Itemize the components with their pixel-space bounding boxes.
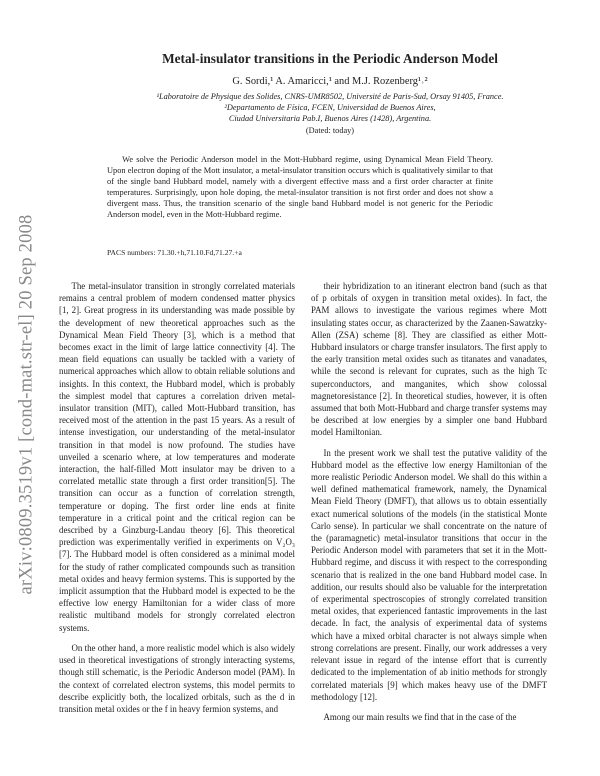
left-column — [59, 280, 295, 723]
arxiv-identifier — [10, 172, 44, 637]
affiliations — [60, 92, 600, 124]
affiliation-3: Ciudad Universitaria Pab.I, Buenos Aires (1428), Argentina. — [228, 113, 432, 123]
paper-title: Metal-insulator transitions in the Periodic Anderson Model — [162, 51, 498, 66]
affiliation-2: ²Departamento de Física, FCEN, Universidad de Buenos Aires, — [224, 102, 436, 112]
paragraph: Among our main results we find that in the case of the — [323, 711, 517, 722]
paragraph: In the present work we shall test the putative validity of the Hubbard model as the effective low energy Hamiltonian of the more realistic Periodic Anderson model. We shall do this within a well defined mathematical framework, namely, the Dynamical Mean Field Theory (DMFT), that allows us to obtain essentially exact numerical solutions of the models (in the statistical Monte Carlo sense). In particular we shall concentrate on the nature of the (paramagnetic) metal-insulator transitions that occur in the Periodic Anderson model with parameters that set it in the Mott-Hubbard regime, and discuss it with respect to the corresponding scenario that is realized in the one band Hubbard model case. In addition, our results should also be valuable for the interpretation of experimental spectroscopies of strongly correlated transition metal oxides, that experienced fantastic improvements in the last decade. In fact, the analysis of experimental data of systems which have a mixed orbital character is not always simple when strong correlations are present. Finally, our work addresses a very relevant issue in regard of the intense effort that is currently dedicated to the implementation of ab initio methods for strongly correlated materials [9] which makes heavy use of the DMFT methodology [12]. — [311, 447, 547, 702]
paragraph: On the other hand, a more realistic model which is also widely used in theoretical investigations of strongly interacting systems, though still schematic, is the Periodic Anderson model (PAM). In the context of correlated electron systems, this model permits to describe explicitly both, the localized orbitals, such as the d in transition metal oxides or the f in heavy fermion systems, and — [59, 642, 295, 714]
paragraph: The metal-insulator transition in strongly correlated materials remains a central problem of modern condensed matter physics [1, 2]. Great progress in its understanding was made possible by the development of new theoretical approaches such as the Dynamical Mean Field Theory [3], which is a method that becomes exact in the limit of large lattice connectivity [4]. The mean field equations can usually be tackled with a variety of numerical approaches which allow to obtain reliable solutions and insights. In this context, the Hubbard model, which is probably the simplest model that captures a correlation driven metal-insulator transition (MIT), called Mott-Hubbard transition, has received most of the attention in the past 15 years. As a result of intense investigation, our understanding of the metal-insulator transition in that model is now profound. The studies have unveiled a scenario where, at low temperatures and moderate interaction, the half-filled Mott insulator may be driven to a correlated metallic state through a first order transition[5]. The transition can occur as a function of correlation strength, temperature or doping. The first order line ends at finite temperature in a critical point and the critical region can be described by a Ginzburg-Landau theory [6]. This theoretical prediction was experimentally verified in experiments on V₂O₃ [7]. The Hubbard model is often considered as a minimal model for the study of rather complicated compounds such as transition metal oxides and heavy fermion systems. This is supported by the implicit assumption that the Hubbard model is expected to be the effective low energy Hamiltonian for a wider class of more realistic multiband models for strongly correlated electron systems. — [59, 281, 295, 633]
author-list: G. Sordi,¹ A. Amaricci,¹ and M.J. Rozenberg¹˒² — [232, 76, 428, 87]
arxiv-id-text: arXiv:0809.3519v1 [cond-mat.str-el] 20 Sep 2008 — [16, 214, 37, 595]
date-line: (Dated: today) — [305, 126, 355, 135]
paragraph: their hybridization to an itinerant electron band (such as that of p orbitals of oxygen in transition metal oxides). In fact, the PAM allows to investigate the various regimes where Mott insulating states occur, as characterized by the Zaanen-Sawatzky-Allen (ZSA) scheme [8]. They are classified as either Mott-Hubbard insulators or charge transfer insulators. The first apply to the early transition metal oxides such as titanates and vanadates, while the second is relevant for cuprates, such as the high Tc superconductors, and manganites, which show colossal magnetoresistance [2]. In theoretical studies, however, it is often assumed that both Mott-Hubbard and charge transfer systems may be described at low energies by a simpler one band Hubbard model Hamiltonian. — [311, 281, 547, 438]
abstract: We solve the Periodic Anderson model in the Mott-Hubbard regime, using Dynamical Mean Field Theory. Upon electron doping of the Mott insulator, a metal-insulator transition occurs which is qualitatively similar to that of the single band Hubbard model, namely with a divergent effective mass and a first order character at finite temperatures. Surprisingly, upon hole doping, the metal-insulator transition is not first order and does not show a divergent mass. Thus, the transition scenario of the single band Hubbard model is not generic for the Periodic Anderson model, even in the Mott-Hubbard regime. — [107, 155, 493, 219]
right-column — [311, 280, 547, 731]
affiliation-1: ¹Laboratoire de Physique des Solides, CNRS-UMR8502, Université de Paris-Sud, Orsay 91405, France. — [156, 92, 504, 101]
pacs-numbers: PACS numbers: 71.30.+h,71.10.Fd,71.27.+a — [107, 248, 242, 257]
